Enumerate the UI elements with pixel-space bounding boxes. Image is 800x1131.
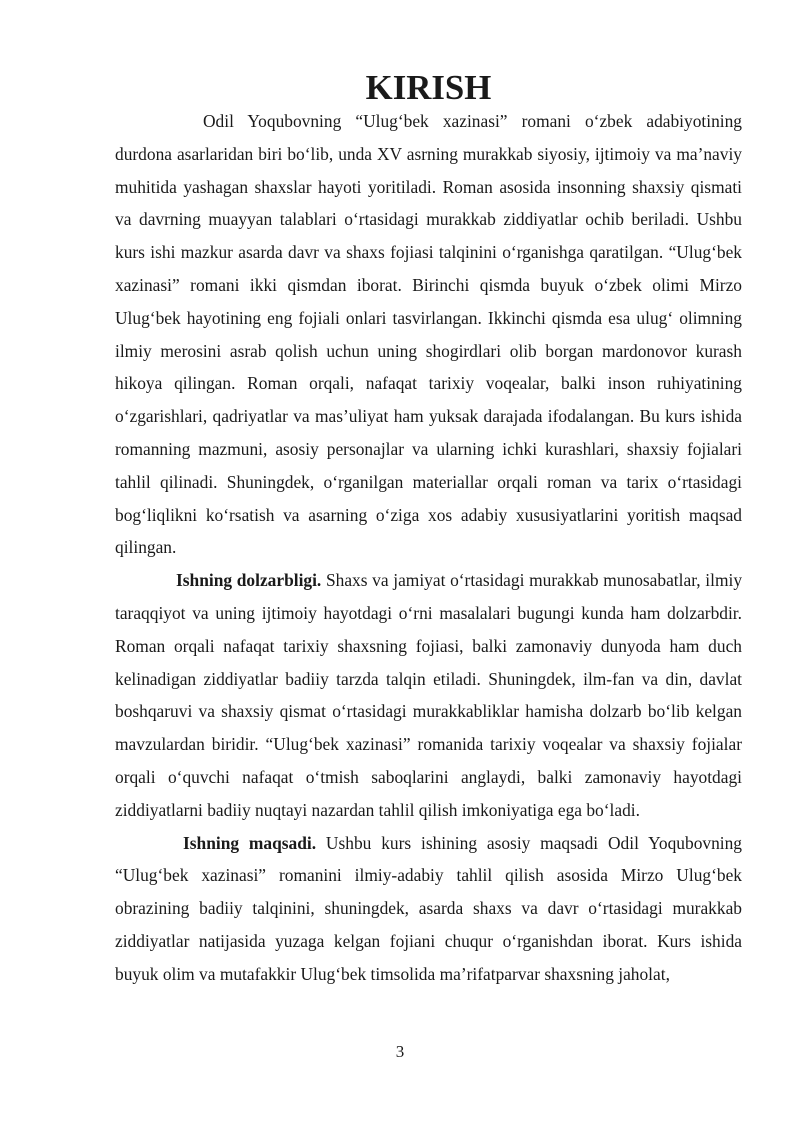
document-page bbox=[115, 68, 743, 991]
paragraph-text: Odil Yoqubovning “Ulug‘bek xazinasi” romani o‘zbek adabiyotining durdona asarlaridan biri bo‘lib, unda XV asrning murakkab siyosiy, ijtimoiy va ma’naviy muhitida yashagan shaxslar hayoti yoritiladi. Roman asosida insonning shaxsiy qismati va davrning muayyan talablari o‘rtasidagi murakkab ziddiyatlar ochib beriladi. Ushbu kurs ishi mazkur asarda davr va shaxs fojiasi talqinini o‘rganishga qaratilgan. “Ulug‘bek xazinasi” romani ikki qismdan iborat. Birinchi qismda buyuk o‘zbek olimi Mirzo Ulug‘bek hayotining eng fojiali onlari tasvirlangan. Ikkinchi qismda esa ulug‘ olimning ilmiy merosini asrab qolish uchun uning shogirdlari olib borgan mardonovor kurash hikoya qilingan. Roman orqali, nafaqat tarixiy voqealar, balki inson ruhiyatining o‘zgarishlari, qadriyatlar va mas’uliyat ham yuksak darajada ifodalangan. Bu kurs ishida romanning mazmuni, asosiy personajlar va ularning ichki kurashlari, shaxsiy fojialari tahlil qilinadi. Shuningdek, o‘rganilgan materiallar orqali roman va tarix o‘rtasidagi bog‘liqlikni ko‘rsatish va asarning o‘ziga xos adabiy xususiyatlarini yoritish maqsad qilingan. bbox=[115, 111, 742, 558]
paragraph-goal bbox=[115, 827, 742, 991]
paragraph-lead-relevance: Ishning dolzarbligi. bbox=[176, 570, 322, 591]
section-title: KIRISH bbox=[365, 68, 492, 107]
paragraph-relevance bbox=[115, 564, 742, 826]
page-number: 3 bbox=[395, 1042, 405, 1061]
paragraph-text: Shaxs va jamiyat o‘rtasidagi murakkab munosabatlar, ilmiy taraqqiyot va uning ijtimoiy hayotdagi o‘rni masalalari bugungi kunda ham dolzarbdir. Roman orqali nafaqat tarixiy shaxsning fojiasi, balki zamonaviy dunyoda ham duch kelinadigan ziddiyatlar badiiy tarzda talqin etiladi. Shuningdek, ilm-fan va din, davlat boshqaruvi va shaxsiy qismat o‘rtasidagi murakkabliklar hamisha dolzarb bo‘lib kelgan mavzulardan biridir. “Ulug‘bek xazinasi” romanida tarixiy voqealar va shaxsiy fojialar orqali o‘quvchi nafaqat o‘tmish saboqlarini anglaydi, balki zamonaviy hayotdagi ziddiyatlarni badiiy nuqtayi nazardan tahlil qilish imkoniyatiga ega bo‘ladi. bbox=[115, 570, 743, 820]
paragraph-text: Ushbu kurs ishining asosiy maqsadi Odil Yoqubovning “Ulug‘bek xazinasi” romanini ilmiy-adabiy tahlil qilish asosida Mirzo Ulug‘bek obrazining badiiy talqinini, shuningdek, asarda shaxs va davr o‘rtasidagi murakkab ziddiyatlar natijasida yuzaga kelgan fojiani chuqur o‘rganishdan iborat. Kurs ishida buyuk olim va mutafakkir Ulug‘bek timsolida ma’rifatparvar shaxsning jaholat, bbox=[115, 832, 743, 984]
paragraph-introduction bbox=[115, 105, 742, 564]
paragraph-lead-goal: Ishning maqsadi. bbox=[183, 832, 317, 853]
